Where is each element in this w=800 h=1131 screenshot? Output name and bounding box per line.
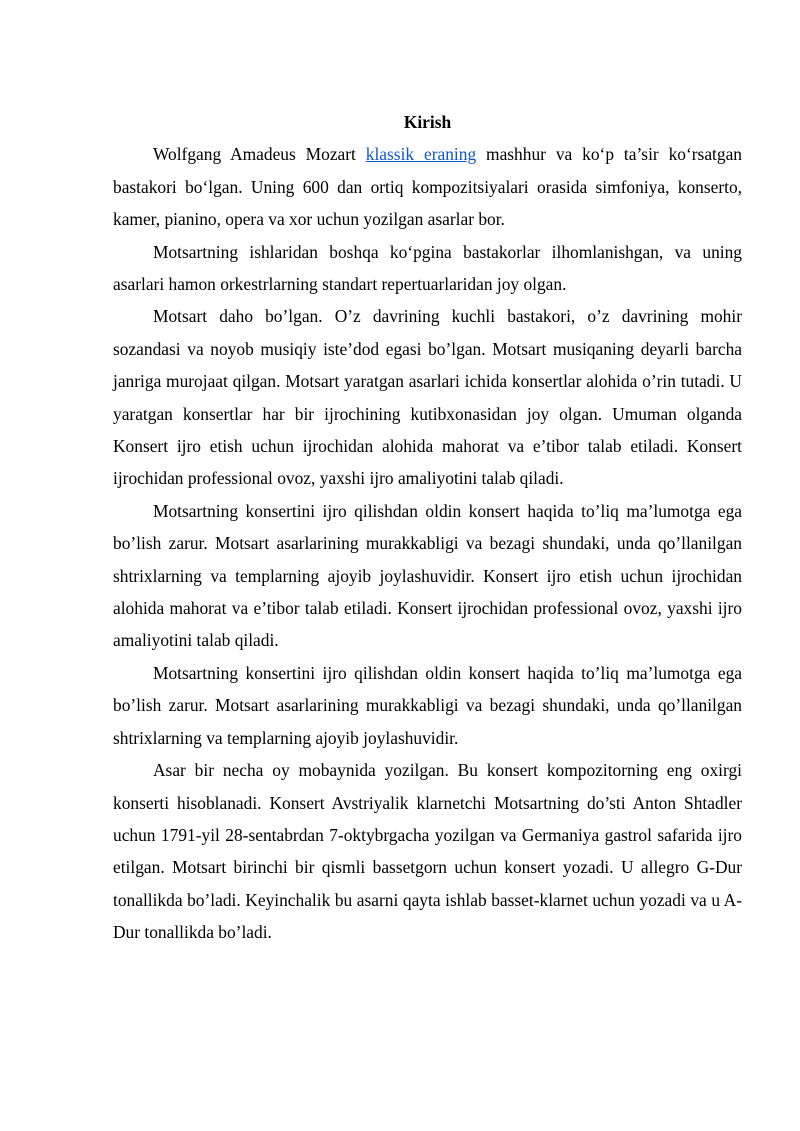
paragraph-3: Motsart daho bo’lgan. O’z davrining kuchli bastakori, o’z davrining mohir sozandasi va noyob musiqiy iste’dod egasi bo’lgan. Motsart musiqaning deyarli barcha janriga murojaat qilgan. Motsart yaratgan asarlari ichida konsertlar alohida o’rin tutadi. U yaratgan konsertlar har bir ijrochining kutibxonasidan joy olgan. Umuman olganda Konsert ijro etish uchun ijrochidan alohida mahorat va e’tibor talab etiladi. Konsert ijrochidan professional ovoz, yaxshi ijro amaliyotini talab qiladi.: [113, 306, 742, 489]
paragraph-1: [113, 138, 742, 235]
paragraph-5: Motsartning konsertini ijro qilishdan oldin konsert haqida to’liq ma’lumotga ega bo’lish zarur. Motsart asarlarining murakkabligi va bezagi shundaki, unda qo’llanilgan shtrixlarning va templarning ajoyib joylashuvidir.: [113, 662, 742, 748]
paragraph-4: Motsartning konsertini ijro qilishdan oldin konsert haqida to’liq ma’lumotga ega bo’lish zarur. Motsart asarlarining murakkabligi va bezagi shundaki, unda qo’llanilgan shtrixlarning va templarning ajoyib joylashuvidir. Konsert ijro etish uchun ijrochidan alohida mahorat va e’tibor talab etiladi. Konsert ijrochidan professional ovoz, yaxshi ijro amaliyotini talab qiladi.: [113, 500, 742, 651]
document-body: [113, 106, 742, 949]
paragraph-6: Asar bir necha oy mobaynida yozilgan. Bu konsert kompozitorning eng oxirgi konserti hisoblanadi. Konsert Avstriyalik klarnetchi Motsartning do’sti Anton Shtadler uchun 1791-yil 28-sentabrdan 7-oktybrgacha yozilgan va Germaniya gastrol safarida ijro etilgan. Motsart birinchi bir qismli bassetgorn uchun konsert yozadi. U allegro G-Dur tonallikda bo’ladi. Keyinchalik bu asarni qayta ishlab basset-klarnet uchun yozadi va u A-Dur tonallikda bo’ladi.: [113, 760, 742, 943]
document-title: Kirish: [403, 112, 452, 132]
paragraph-1-text-end: mashhur va ko‘p ta’sir ko‘rsatgan bastakori bo‘lgan. Uning 600 dan ortiq kompozitsiyalari orasida simfoniya, konserto, kamer, pianino, opera va xor uchun yozilgan asarlar bor.: [113, 144, 742, 230]
classical-era-link[interactable]: klassik eraning: [365, 144, 477, 165]
paragraph-1-text-start: Wolfgang Amadeus Mozart: [153, 144, 366, 165]
paragraph-2: Motsartning ishlaridan boshqa ko‘pgina bastakorlar ilhomlanishgan, va uning asarlari hamon orkestrlarning standart repertuarlaridan joy olgan.: [113, 241, 742, 295]
